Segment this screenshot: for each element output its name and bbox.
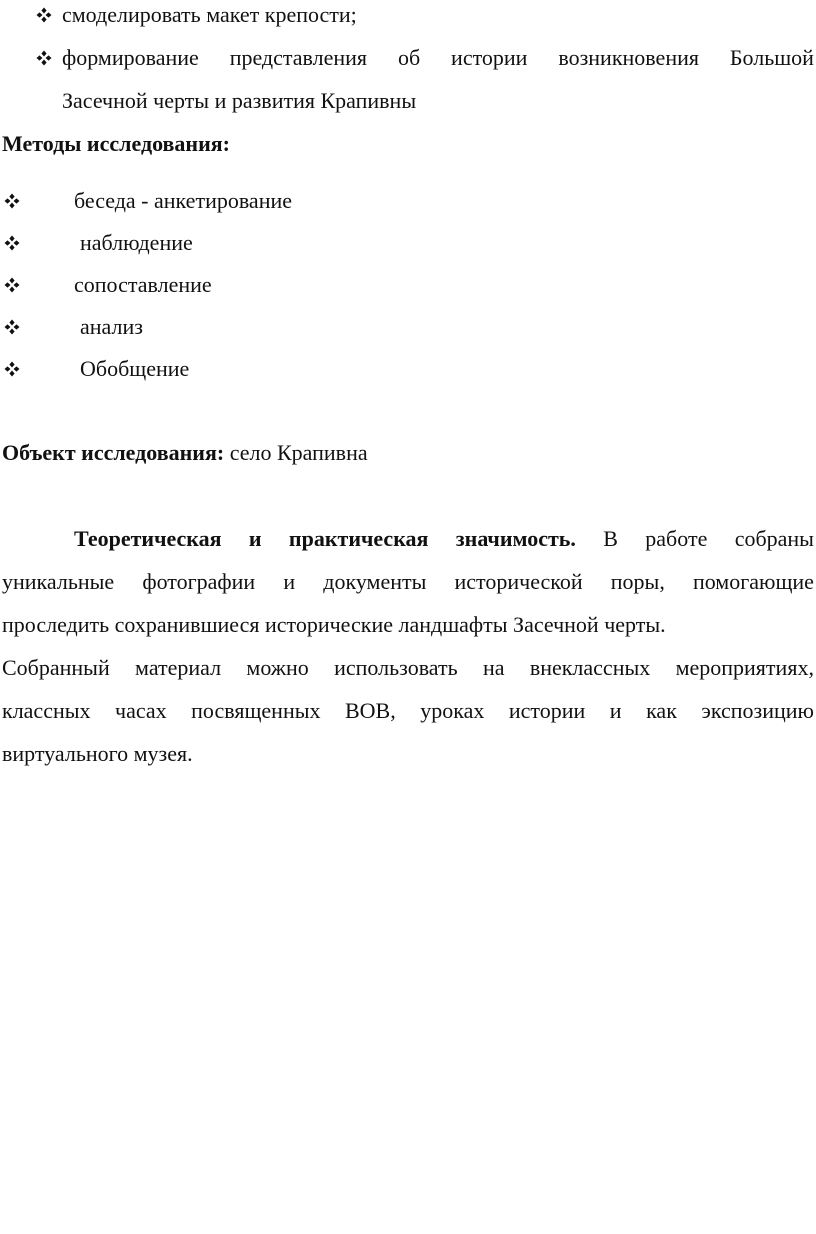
word: внеклассных [529, 655, 651, 680]
diamond-bullet-icon [4, 193, 20, 209]
goal-item-1: смоделировать макет крепости; [62, 2, 357, 27]
object-paragraph [2, 442, 368, 464]
word: уникальные [2, 569, 115, 594]
word: и [248, 526, 262, 551]
word: документы [323, 569, 427, 594]
goal-item-2-line-1 [62, 47, 814, 69]
word: классных [2, 698, 91, 723]
diamond-bullet-icon [4, 277, 20, 293]
word: истории [508, 698, 586, 723]
word: помогающие [692, 569, 814, 594]
word: возникновения [558, 45, 699, 70]
diamond-bullet-icon [4, 235, 20, 251]
significance-line-1 [74, 528, 814, 550]
word: об [397, 45, 421, 70]
method-item-4: анализ [80, 314, 143, 339]
word: уроках [420, 698, 485, 723]
word: и [283, 569, 296, 594]
significance-line-4 [2, 657, 814, 679]
diamond-bullet-icon [4, 361, 20, 377]
method-item-2: наблюдение [80, 230, 193, 255]
word: поры, [610, 569, 665, 594]
word: истории [451, 45, 528, 70]
word: ВОВ, [345, 698, 396, 723]
method-item-5: Обобщение [80, 356, 190, 381]
object-label: Объект исследования: [2, 440, 225, 465]
word: экспозицию [701, 698, 814, 723]
word: Теоретическая [74, 526, 222, 551]
word: значимость. [455, 526, 576, 551]
diamond-bullet-icon [36, 7, 52, 23]
word: собраны [734, 526, 814, 551]
significance-line-5 [2, 700, 814, 722]
object-value: село Крапивна [224, 440, 368, 465]
word: мероприятиях, [675, 655, 814, 680]
word: представления [229, 45, 368, 70]
word: Большой [729, 45, 814, 70]
word: В [603, 526, 618, 551]
word: на [482, 655, 505, 680]
word: фотографии [142, 569, 256, 594]
diamond-bullet-icon [36, 50, 52, 66]
method-item-1: беседа - анкетирование [74, 188, 293, 213]
word: и [609, 698, 622, 723]
significance-line-2 [2, 571, 814, 593]
word: практическая [288, 526, 429, 551]
word: посвященных [191, 698, 321, 723]
word: можно [246, 655, 309, 680]
word: использовать [334, 655, 458, 680]
method-item-3: сопоставление [74, 272, 212, 297]
significance-line-6: виртуального музея. [2, 741, 193, 766]
word: исторической [454, 569, 583, 594]
goal-item-2-line-2: Засечной черты и развития Крапивны [62, 88, 417, 113]
diamond-bullet-icon [4, 319, 20, 335]
word: формирование [62, 45, 199, 70]
word: как [646, 698, 677, 723]
word: часах [115, 698, 167, 723]
word: Собранный [2, 655, 110, 680]
word: материал [135, 655, 222, 680]
significance-line-3: проследить сохранившиеся исторические ландшафты Засечной черты. [2, 612, 666, 637]
word: работе [645, 526, 708, 551]
methods-heading: Методы исследования: [2, 131, 230, 156]
